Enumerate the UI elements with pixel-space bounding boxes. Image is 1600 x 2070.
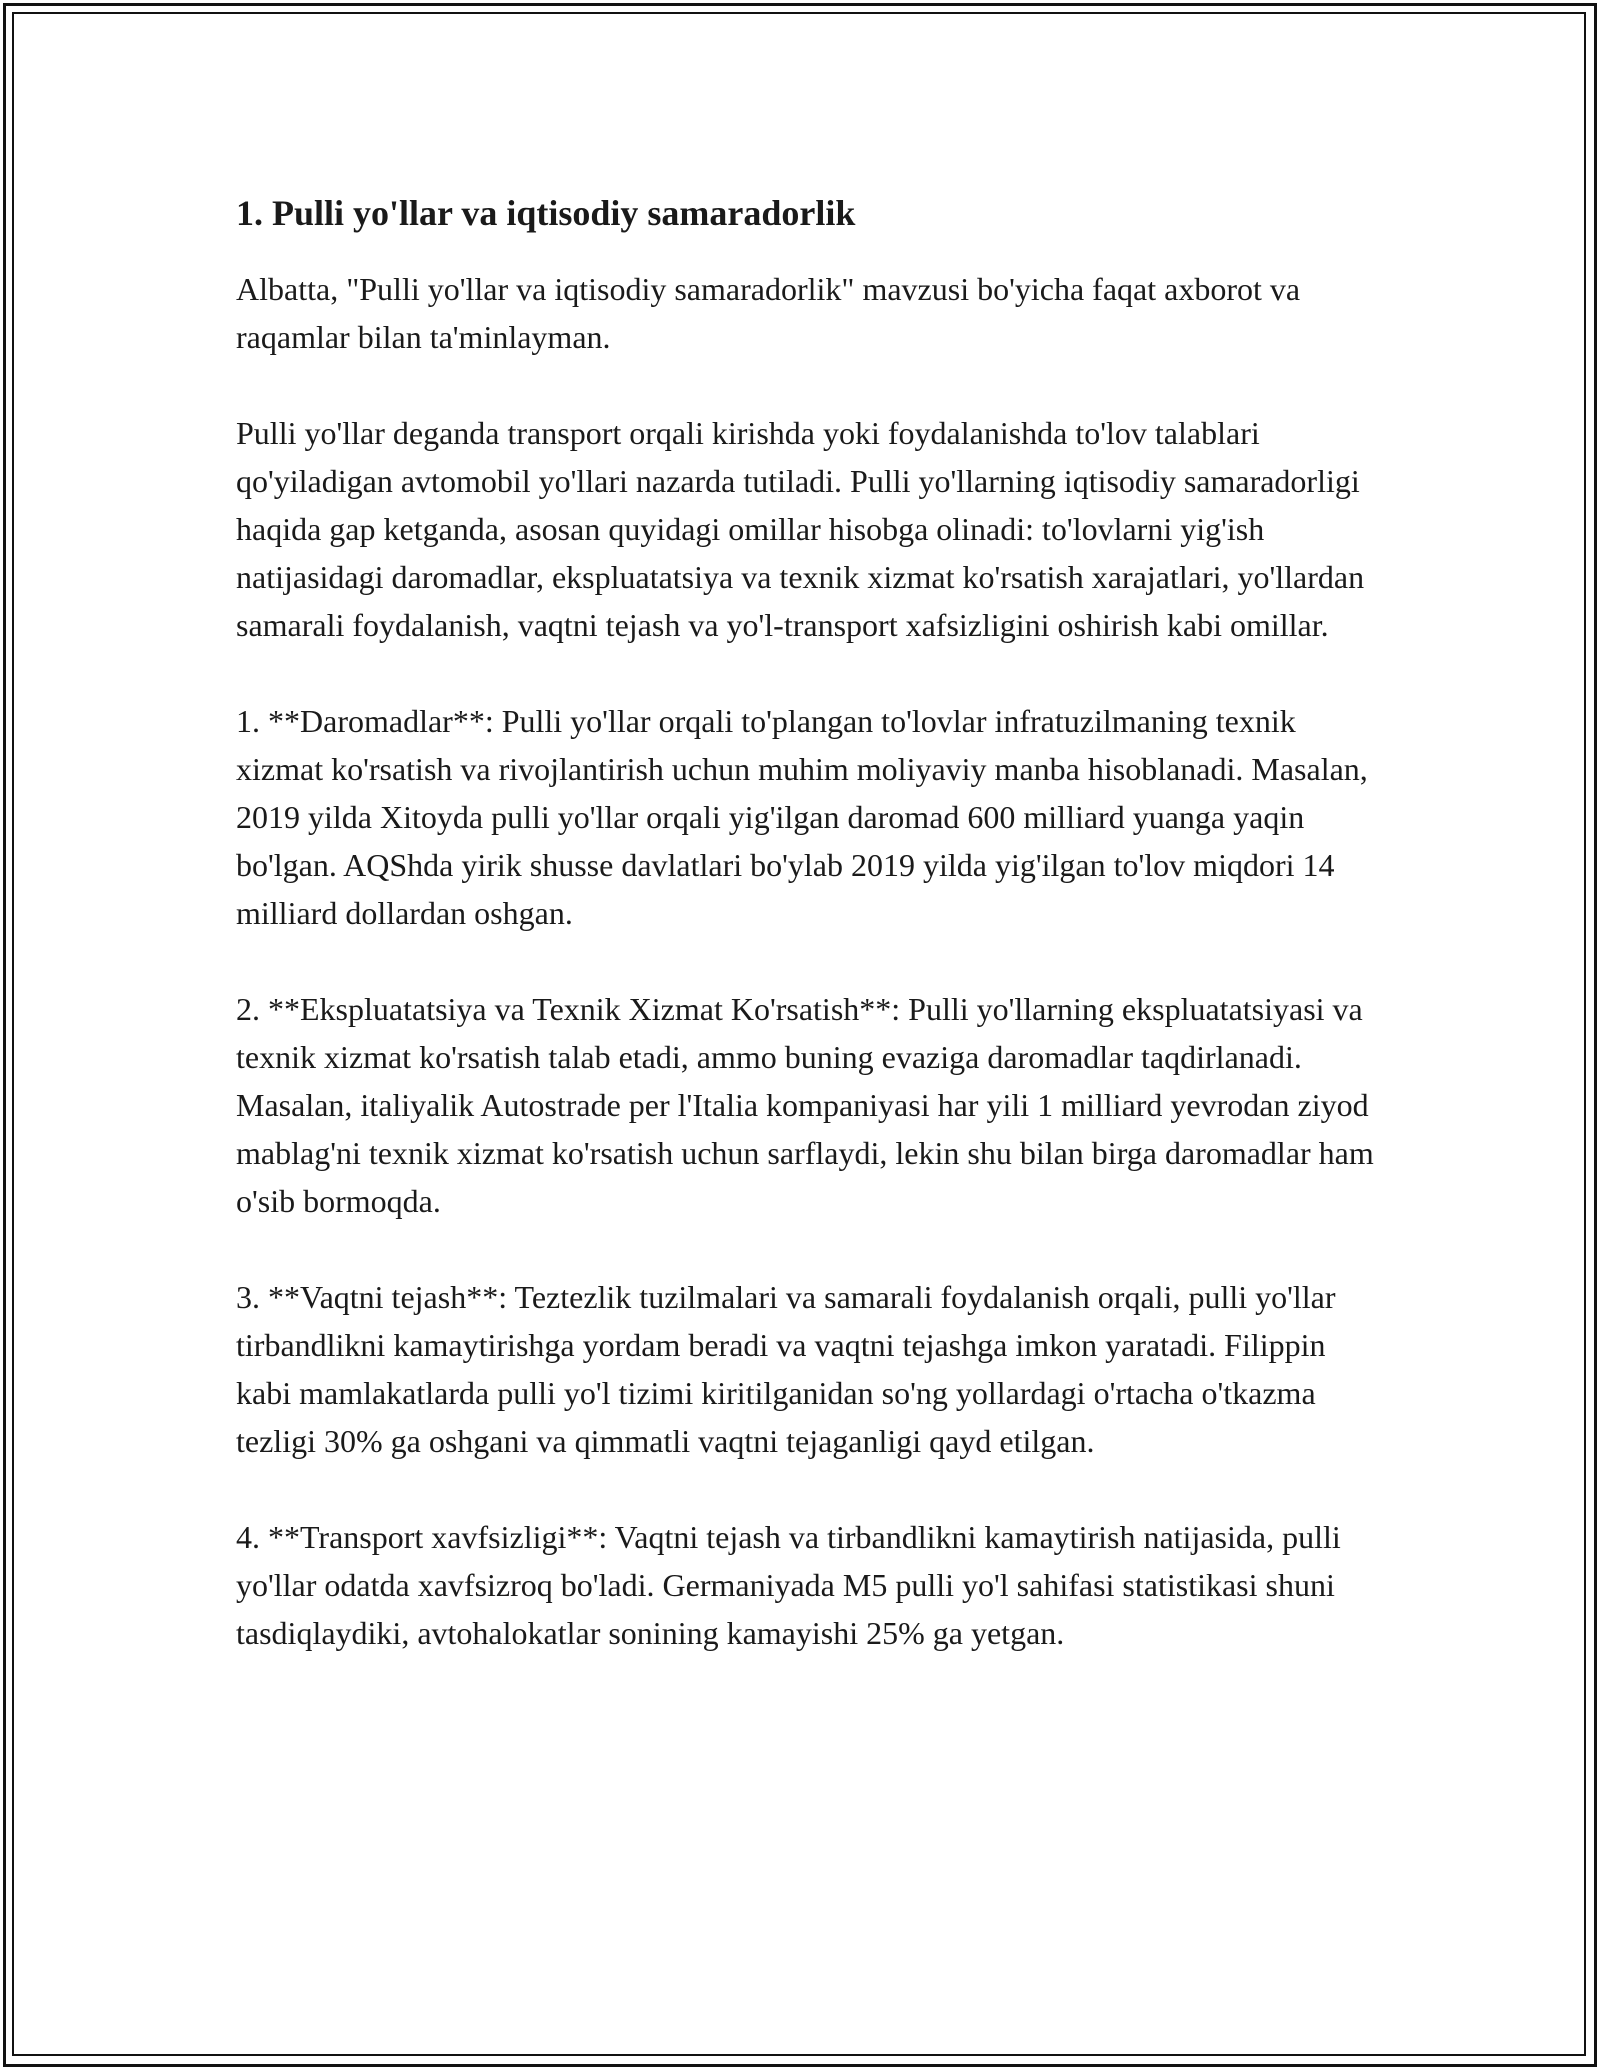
paragraph-safety: 4. **Transport xavfsizligi**: Vaqtni tejash va tirbandlikni kamaytirish natijasida, pulli yo'llar odatda xavfsizroq bo'ladi. Germaniyada M5 pulli yo'l sahifasi statistikasi shuni tasdiqlaydiki, avtohalokatlar sonining kamayishi 25% ga yetgan. bbox=[236, 1518, 1341, 1651]
paragraph-time-saving: 3. **Vaqtni tejash**: Teztezlik tuzilmalari va samarali foydalanish orqali, pulli yo'llar tirbandlikni kamaytirishga yordam beradi va vaqtni tejashga imkon yaratadi. Filippin kabi mamlakatlarda pulli yo'l tizimi kiritilganidan so'ng yollardagi o'rtacha o'tkazma tezligi 30% ga oshgani va qimmatli vaqtni tejaganligi qayd etilgan. bbox=[236, 1278, 1336, 1459]
document-title: 1. Pulli yo'llar va iqtisodiy samaradorlik bbox=[236, 193, 856, 233]
paragraph-maintenance: 2. **Ekspluatatsiya va Texnik Xizmat Ko'rsatish**: Pulli yo'llarning ekspluatatsiyasi va texnik xizmat ko'rsatish talab etadi, ammo buning evaziga daromadlar taqdirlanadi. Masalan, italiyalik Autostrade per l'Italia kompaniyasi har yili 1 milliard yevrodan ziyod mablag'ni texnik xizmat ko'rsatish uchun sarflaydi, lekin shu bilan birga daromadlar ham o'sib bormoqda. bbox=[236, 990, 1374, 1219]
paragraph-intro: Albatta, "Pulli yo'llar va iqtisodiy samaradorlik" mavzusi bo'yicha faqat axborot va raqamlar bilan ta'minlayman. bbox=[236, 270, 1301, 355]
paragraph-definition: Pulli yo'llar deganda transport orqali kirishda yoki foydalanishda to'lov talablari qo'yiladigan avtomobil yo'llari nazarda tutiladi. Pulli yo'llarning iqtisodiy samaradorligi haqida gap ketganda, asosan quyidagi omillar hisobga olinadi: to'lovlarni yig'ish natijasidagi daromadlar, ekspluatatsiya va texnik xizmat ko'rsatish xarajatlari, yo'llardan samarali foydalanish, vaqtni tejash va yo'l-transport xafsizligini oshirish kabi omillar. bbox=[236, 414, 1365, 643]
document-body bbox=[236, 190, 1376, 1705]
paragraph-revenues: 1. **Daromadlar**: Pulli yo'llar orqali to'plangan to'lovlar infratuzilmaning texnik xizmat ko'rsatish va rivojlantirish uchun muhim moliyaviy manba hisoblanadi. Masalan, 2019 yilda Xitoyda pulli yo'llar orqali yig'ilgan daromad 600 milliard yuanga yaqin bo'lgan. AQShda yirik shusse davlatlari bo'ylab 2019 yilda yig'ilgan to'lov miqdori 14 milliard dollardan oshgan. bbox=[236, 702, 1368, 931]
